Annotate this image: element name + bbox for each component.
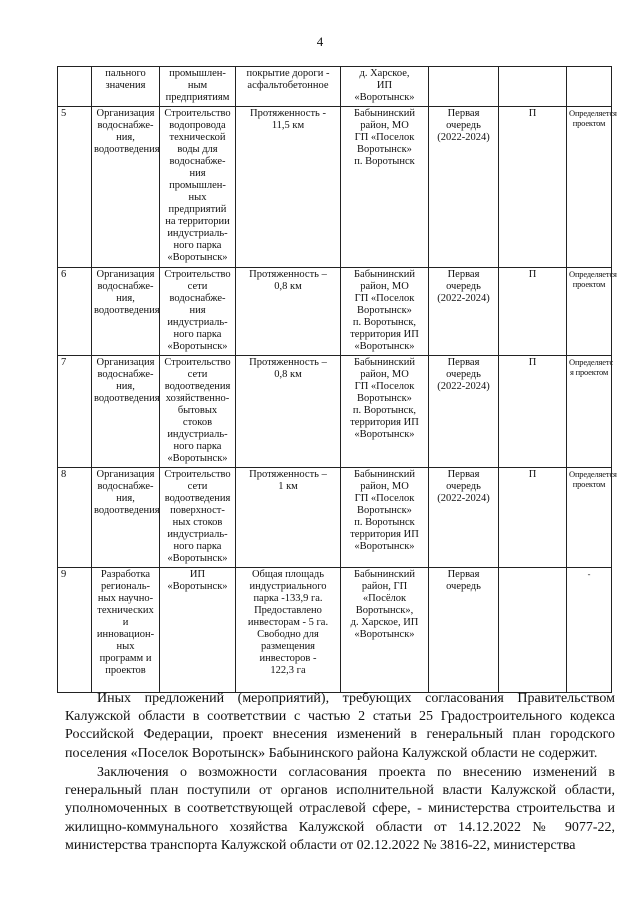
row-number-cell: 5 bbox=[58, 107, 92, 268]
description-cell: Строительство водопровода технической воды для водоснабже- ния промышлен- ных предприятий на территории индустриаль- ного парка «Воротынск» bbox=[160, 107, 236, 268]
table-row bbox=[58, 356, 612, 468]
note-cell: Определяется проектом bbox=[567, 107, 612, 268]
row-number-cell: 6 bbox=[58, 268, 92, 356]
table-row bbox=[58, 107, 612, 268]
paragraph-other-proposals: Иных предложений (мероприятий), требующих согласования Правительством Калужской области в соответствии с частью 2 статьи 25 Градостроительного кодекса Российской Федерации, проект внесения изменений в генеральный план городского поселения «Поселок Воротынск» Бабынинского района Калужской области не содержит. bbox=[65, 691, 615, 761]
page-number: 4 bbox=[316, 34, 324, 49]
name-cell: Разработка региональ- ных научно- технических и инновацион- ных программ и проектов bbox=[92, 568, 160, 693]
status-cell: П bbox=[499, 356, 567, 468]
characteristics-cell: покрытие дороги - асфальтобетонное bbox=[236, 67, 341, 107]
row-number-cell: 7 bbox=[58, 356, 92, 468]
location-cell: Бабынинский район, МО ГП «Поселок Воротынск» п. Воротынск bbox=[341, 107, 429, 268]
row-number-cell: 8 bbox=[58, 468, 92, 568]
period-cell: Первая очередь (2022-2024) bbox=[429, 356, 499, 468]
characteristics-cell: Протяженность - 11,5 км bbox=[236, 107, 341, 268]
table-row bbox=[58, 67, 612, 107]
status-cell: П bbox=[499, 107, 567, 268]
location-cell: д. Харское, ИП «Воротынск» bbox=[341, 67, 429, 107]
note-cell: - bbox=[567, 568, 612, 693]
row-number-cell: 9 bbox=[58, 568, 92, 693]
name-cell: Организация водоснабже- ния, водоотведения bbox=[92, 268, 160, 356]
period-cell: Первая очередь (2022-2024) bbox=[429, 268, 499, 356]
period-cell: Первая очередь (2022-2024) bbox=[429, 468, 499, 568]
note-cell: Определяется проектом bbox=[567, 468, 612, 568]
location-cell: Бабынинский район, ГП «Посёлок Воротынск», д. Харское, ИП «Воротынск» bbox=[341, 568, 429, 693]
table-row bbox=[58, 468, 612, 568]
row-number-cell bbox=[58, 67, 92, 107]
table-row bbox=[58, 268, 612, 356]
period-cell bbox=[429, 67, 499, 107]
characteristics-cell: Протяженность – 1 км bbox=[236, 468, 341, 568]
table-row bbox=[58, 568, 612, 693]
name-cell: пального значения bbox=[92, 67, 160, 107]
period-cell: Первая очередь (2022-2024) bbox=[429, 107, 499, 268]
status-cell bbox=[499, 568, 567, 693]
period-cell: Первая очередь bbox=[429, 568, 499, 693]
characteristics-cell: Общая площадь индустриального парка -133,9 га. Предоставлено инвесторам - 5 га. Свободно для размещения инвесторов - 122,3 га bbox=[236, 568, 341, 693]
description-cell: Строительство сети водоотведения хозяйственно- бытовых стоков индустриаль- ного парка «Воротынск» bbox=[160, 356, 236, 468]
status-cell: П bbox=[499, 268, 567, 356]
name-cell: Организация водоснабже- ния, водоотведения bbox=[92, 107, 160, 268]
description-cell: ИП «Воротынск» bbox=[160, 568, 236, 693]
name-cell: Организация водоснабже- ния, водоотведения bbox=[92, 468, 160, 568]
characteristics-cell: Протяженность – 0,8 км bbox=[236, 356, 341, 468]
description-cell: Строительство сети водоснабже- ния индустриаль- ного парка «Воротынск» bbox=[160, 268, 236, 356]
note-cell: Определяется проектом bbox=[567, 268, 612, 356]
note-cell bbox=[567, 67, 612, 107]
measures-table bbox=[57, 66, 617, 693]
note-cell: Определяетс я проектом bbox=[567, 356, 612, 468]
description-cell: Строительство сети водоотведения поверхност- ных стоков индустриаль- ного парка «Воротынск» bbox=[160, 468, 236, 568]
status-cell: П bbox=[499, 468, 567, 568]
location-cell: Бабынинский район, МО ГП «Поселок Воротынск» п. Воротынск территория ИП «Воротынск» bbox=[341, 468, 429, 568]
paragraph-conclusions: Заключения о возможности согласования проекта по внесению изменений в генеральный план поступили от органов исполнительной власти Калужской области, уполномоченных в соответствующей отраслевой сфере, - министерства строительства и жилищно-коммунального хозяйства Калужской области от 14.12.2022 № 9077-22, министерства транспорта Калужской области от 02.12.2022 № 3816-22, министерства bbox=[65, 765, 615, 853]
status-cell bbox=[499, 67, 567, 107]
location-cell: Бабынинский район, МО ГП «Поселок Воротынск» п. Воротынск, территория ИП «Воротынск» bbox=[341, 356, 429, 468]
characteristics-cell: Протяженность – 0,8 км bbox=[236, 268, 341, 356]
name-cell: Организация водоснабже- ния, водоотведения bbox=[92, 356, 160, 468]
location-cell: Бабынинский район, МО ГП «Поселок Воротынск» п. Воротынск, территория ИП «Воротынск» bbox=[341, 268, 429, 356]
description-cell: промышлен- ным предприятиям bbox=[160, 67, 236, 107]
